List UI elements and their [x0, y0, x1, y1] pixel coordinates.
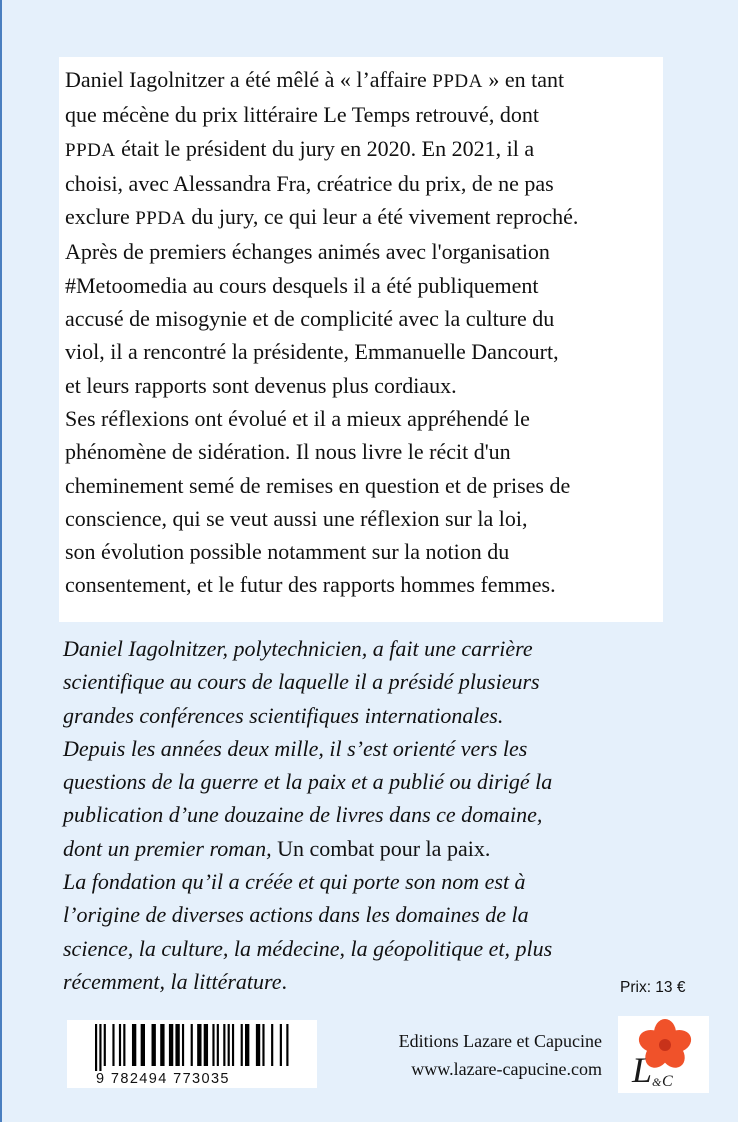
- line-text: conscience, qui se veut aussi une réflexion sur la loi,: [65, 505, 528, 531]
- line-text: viol, il a rencontré la présidente, Emmanuelle Dancourt,: [65, 339, 559, 365]
- barcode-bar: [197, 1024, 201, 1066]
- line-text: grandes conférences scientifiques internationales.: [63, 702, 504, 728]
- barcode-bar: [160, 1024, 164, 1066]
- summary-line: [65, 132, 660, 167]
- line-text: » en tant: [482, 67, 565, 92]
- bio-line: [63, 798, 663, 831]
- barcode-bar: [141, 1024, 145, 1066]
- summary-line: [65, 98, 660, 131]
- barcode-bar: [99, 1024, 101, 1071]
- summary-line: [65, 167, 660, 200]
- line-text: que mécène du prix littéraire Le Temps retrouvé, dont: [65, 102, 539, 128]
- bio-line: [63, 732, 663, 765]
- bio-line: [63, 865, 663, 898]
- barcode-bar: [95, 1024, 97, 1071]
- summary-line: [65, 200, 660, 235]
- barcode-bar: [232, 1024, 234, 1066]
- line-text: récemment, la littérature: [63, 968, 282, 994]
- bio-line: [63, 765, 663, 798]
- line-text: Après de premiers échanges animés avec l'organisation: [65, 239, 550, 265]
- summary-line: [65, 63, 660, 98]
- line-text: dont un premier roman,: [63, 835, 278, 861]
- barcode-bar: [204, 1024, 208, 1066]
- summary-line: [65, 535, 660, 568]
- barcode-bar: [271, 1024, 273, 1066]
- svg-text:L: L: [632, 1050, 653, 1090]
- summary-line: [65, 502, 660, 535]
- bio-line: [63, 665, 663, 698]
- line-text: consentement, et le futur des rapports hommes femmes.: [65, 572, 556, 598]
- line-text: scientifique au cours de laquelle il a présidé plusieurs: [63, 669, 540, 695]
- summary-line: [65, 568, 660, 601]
- line-text: choisi, avec Alessandra Fra, créatrice du prix, de ne pas: [65, 170, 554, 196]
- bio-line: [63, 965, 663, 998]
- flower-center: [659, 1039, 671, 1051]
- summary-line: [65, 402, 660, 435]
- cover-border: [0, 0, 2, 1122]
- line-text: science, la culture, la médecine, la géopolitique et, plus: [63, 935, 553, 961]
- barcode-bar: [123, 1024, 125, 1066]
- acronym-text: PPDA: [135, 208, 186, 230]
- line-text: La fondation qu’il a créée et qui porte son nom est à: [63, 869, 526, 895]
- barcode-bar: [104, 1024, 106, 1066]
- barcode-digits: 9 782494 773035: [96, 1071, 230, 1087]
- summary-panel: [59, 57, 663, 622]
- bio-line: [63, 832, 663, 865]
- line-text: l’origine de diverses actions dans les domaines de la: [63, 902, 529, 928]
- price-label: Prix: 13 €: [620, 979, 686, 996]
- barcode-bar: [119, 1024, 121, 1066]
- summary-line: [65, 335, 660, 368]
- line-text: #Metoomedia au cours desquels il a été publiquement: [65, 272, 539, 298]
- line-text: phénomène de sidération. Il nous livre le récit d'un: [65, 439, 511, 465]
- publisher-info: [340, 1027, 602, 1083]
- svg-text:&: &: [652, 1075, 662, 1089]
- line-text: et leurs rapports sont devenus plus cordiaux.: [65, 372, 457, 398]
- line-text: exclure: [65, 204, 136, 230]
- barcode-bar: [112, 1024, 114, 1066]
- bio-line: [63, 632, 663, 665]
- bio-line: [63, 898, 663, 931]
- barcode-bars: [95, 1024, 300, 1071]
- line-text: Daniel Iagolnitzer a été mêlé à « l’affaire: [65, 67, 433, 92]
- line-text: était le président du jury en 2020. En 2021, il a: [115, 135, 535, 161]
- summary-text: [65, 63, 660, 602]
- barcode-bar: [228, 1024, 230, 1066]
- barcode-bar: [175, 1024, 179, 1066]
- publisher-website: www.lazare-capucine.com: [411, 1059, 602, 1079]
- line-text: accusé de misogynie et de complicité avec la culture du: [65, 306, 555, 332]
- barcode-bar: [241, 1024, 243, 1066]
- acronym-text: PPDA: [432, 71, 483, 92]
- line-text: du jury, ce qui leur a été vivement reproché.: [185, 204, 579, 230]
- barcode-bar: [280, 1024, 282, 1066]
- barcode-bar: [182, 1024, 184, 1066]
- line-text: Ses réflexions ont évolué et il a mieux appréhendé le: [65, 405, 530, 431]
- line-text: publication d’une douzaine de livres dans ce domaine,: [63, 802, 543, 828]
- barcode-bar: [132, 1024, 136, 1066]
- barcode-bar: [212, 1024, 214, 1066]
- bio-line: [63, 932, 663, 965]
- barcode: [67, 1020, 317, 1088]
- summary-line: [65, 369, 660, 402]
- summary-line: [65, 435, 660, 468]
- title-text: Un combat pour la paix.: [277, 835, 491, 861]
- barcode-bar: [217, 1024, 219, 1066]
- barcode-bar: [245, 1024, 249, 1066]
- summary-line: [65, 235, 660, 268]
- barcode-bar: [223, 1024, 225, 1066]
- acronym-text: PPDA: [65, 139, 116, 161]
- summary-line: [65, 469, 660, 502]
- line-text: Daniel Iagolnitzer, polytechnicien, a fait une carrière: [63, 636, 533, 661]
- nasturtium-flower-icon: [618, 1016, 709, 1093]
- bio-line: [63, 699, 663, 732]
- line-text: questions de la guerre et la paix et a publié ou dirigé la: [63, 769, 553, 795]
- line-text: Depuis les années deux mille, il s’est orienté vers les: [63, 735, 528, 761]
- barcode-bar: [191, 1024, 193, 1066]
- publisher-logo: [618, 1016, 709, 1093]
- barcode-bar: [286, 1024, 288, 1066]
- barcode-bar: [152, 1024, 156, 1066]
- title-text: .: [281, 968, 288, 994]
- summary-line: [65, 269, 660, 302]
- line-text: son évolution possible notamment sur la notion du: [65, 539, 510, 565]
- svg-text:C: C: [662, 1073, 673, 1090]
- line-text: cheminement semé de remises en question et de prises de: [65, 472, 571, 498]
- summary-line: [65, 302, 660, 335]
- author-bio: [63, 632, 663, 998]
- publisher-name: Editions Lazare et Capucine: [398, 1031, 602, 1051]
- barcode-bar: [262, 1024, 264, 1066]
- barcode-bar: [169, 1024, 173, 1066]
- barcode-bar: [256, 1024, 260, 1066]
